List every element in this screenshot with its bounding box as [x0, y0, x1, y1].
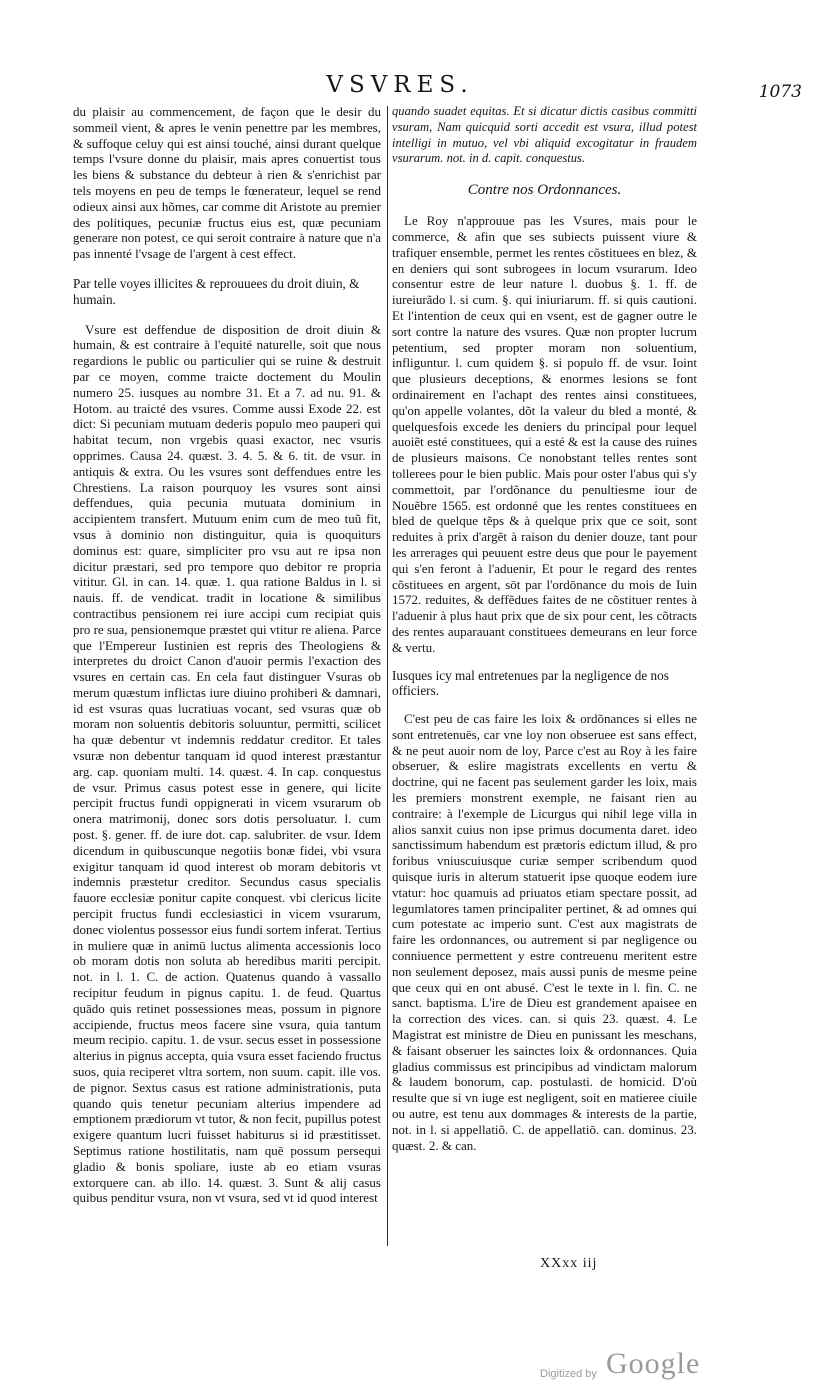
right-section-heading-2: Iusques icy mal entretenues par la negligence de nos officiers.: [392, 667, 669, 699]
right-paragraph-3: C'est peu de cas faire les loix & ordõnances si elles ne sont entretenuës, car vne loy non obseruee est sans effect, & ne peut auoir nom de loy, Parce c'est au Roy à les faire obseruer, & eslire magistrats excellents en vertu & doctrine, qui ne facent pas seulement garder les loix, mais les premiers monstrent exemple, ne faisant rien au contraire: à l'exemple de Licurgus qui nihil lege villa in alios sanxit cuius non ipse primus documenta daret. ideo sanctissimum habendum est prætoris edictum illud, & pro foribus vniuscuiusque curiæ semper scribendum quod quisque iuris in alterum statuerit ipse quoque eodem iure vtatur: hoc quamuis ad priuatos etiam spectare possit, ad legumlatores tamen principaliter pertinet, & ad omnes qui cum potestate ac imperio sunt. C'est aux magistrats de faire les ordonnances, ou autrement si par negligence ou conniuence permettent y estre contreuenu meritent estre non seulement deposez, mais aussi punis de mesme peine que ceux qui en ont abusé. C'est le texte in l. fin. C. ne sanct. baptisma. L'ire de Dieu est grandement apaisee en la correction des vices. can. si quis 23. quæst. 4. Le Magistrat est ministre de Dieu en punissant les meschans, & faisant obseruer les sainctes loix & ordonnances. Quia gladius commissus est principibus ad vindictam malorum & laudem bonorum, cap. postulasti. de homicid. D'où resulte que si vn iuge est negligent, soit en matieree ciuile ou autre, est tenu aux dommages & interests de la partie, not. in l. si appellatiõ. C. de appellatiō. can. dominus. 23. quæst. 2. & can.: [392, 711, 697, 1153]
right-column: [392, 104, 697, 1153]
left-paragraph-1: du plaisir au commencement, de façon que le desir du sommeil vient, & apres le venin penettre par les membres, & suffoque celuy qui est ainsi touché, ainsi durant quelque temps l'vsure donne du plaisir, mais apres conuertist tous les biens & substance du debteur à rien & s'enrichist par tels moyens en peu de temps le fœnerateur, lequel se rend odieux ainsi aux hõmes, car comme dit Aristote au premier des politiques, pecuniæ fructus eius est, quæ pecuniam generare non potest, ce qui seroit contraire à nature que n'a pas innenté l'vsage de l'argent à cest effect.: [73, 104, 381, 262]
running-header-title: VSVRES.: [326, 72, 474, 98]
left-column: [73, 104, 381, 1206]
column-divider: [387, 106, 388, 1246]
right-section-heading-1: Contre nos Ordonnances.: [467, 182, 622, 199]
digitized-watermark: [540, 1346, 780, 1386]
right-paragraph-1: quando suadet equitas. Et si dicatur dictis casibus committi vsuram, Nam quicquid sorti accedit est vsura, illud potest intelligi in mutuo, vel vbi aliquid excogitatur in fraudem vsurarum. not. in d. capit. conquestus.: [392, 104, 697, 166]
left-section-heading: Par telle voyes illicites & reprouuees du droit diuin, & humain.: [73, 275, 360, 307]
watermark-prefix: Digitized by: [540, 1368, 597, 1380]
right-paragraph-2: Le Roy n'approuue pas les Vsures, mais pour le commerce, & afin que ses subiects puissent viure & trafiquer ensemble, permet les rentes cõstituees en blez, & en deniers qui sont subrogees in locum vsurarum. Ideo consentur estre de leur nature l. duobus §. 1. ff. de iureiurãdo l. si cum. §. qui iniuriarum. ff. si quis cautioni. Et l'intention de ceux qui en vsent, est de gagner outre le sort contre la nature des vsures. Quæ non propter lucrum petentium, sed propter moram non soluentium, infliguntur. l. cum quidem §. si populo ff. de vsur. Ioint que plusieurs deceptions, & enormes lesions se font ordinairement en l'achapt des rentes ainsi constituees, qu'on appelle volantes, dõt la valeur du bled a monté, & quelquesfois excede les deniers du principal pour lequel auoiẽt esté constituees, qui a esté & est la cause des ruines de plusieurs maisons. Ce nonobstant telles rentes sont tollerees pour le bien public. Mais pour oster l'abus qui s'y commettoit, par l'ordõnance du penultiesme iour de Nouẽbre 1565. est ordonné que les rentes constituees en bled de quelque tẽps & à quelque prix que ce soit, sont reduites à prix d'argẽt à raison du denier douze, tant pour les arrerages qui peuuent estre deus que pour le payement qui s'en feront à l'aduenir, Et pour le regard des rentes cõstituees en argent, sōt par l'ordōnance du mois de Iuin 1572. reduites, & deffẽdues faites de ne cõstituer rentes à l'aduenir à plus haut prix que de six pour cent, les cõtracts des rentes auparauant constituees demeurans en leur force & vertu.: [392, 213, 697, 655]
left-paragraph-2: Vsure est deffendue de disposition de droit diuin & humain, & est contraire à l'equité naturelle, soit que nous regardions le public ou particulier qui se ruine & destruit par ce moyen, comme traicte doctement du Moulin numero 25. iusques au nombre 31. Et a 7. ad nu. 91. & Hotom. au traicté des vsures. Comme aussi Exode 22. est dict: Si pecuniam mutuam dederis populo meo pauperi qui habitat tecum, non vrgebis quasi exactor, nec vsuris opprimes. Causa 24. quæst. 3. 4. 5. & 6. tit. de vsur. in antiquis & extra. Ou les vsures sont deffendues entre les Chrestiens. La raison pourquoy les vsures sont ainsi deffendues, quia pecunia mutuata dominium in accipientem transfert. Mutuum enim cum de meo tuũ fit, vsus à dominio non distinguitur, quia is quoquiturs dominus est: quare, simpliciter pro vsu aut re ipsa non dicitur præstari, sed pro tempore quo debitor re propria vititur. Gl. in can. 14. quæ. 1. qua ratione Baldus in l. si nauis. ff. de vendicat. tradit in locatione & similibus contractibus pensionem rei iure accipi cum recipiat quis pro re sua, pensionemque præstet qui vtitur re aliena. Parce que l'Empereur Iustinien est repris des Theologiens & interpretes du droict Canon d'auoir permis l'exaction des vsures en certain cas. En cela faut distinguer Vsuras ob merum quæstum inflictas iure diuino prohiberi & damnari, id est vsuras quas lucratiuas vocant, sed vsuras quæ ob moram non soluentis debitoris soluuntur, permitti, scilicet ha quæ debentur vt indemnis reddatur creditor. Et tales vsuræ non debentur tanquam id quod interest præstantur arg. cap. quoniam multi. 14. quæst. 4. In cap. conquestus de vsur. Primus casus potest esse in genere, qui licite percipit fructus fundi oppignerati in vicem vsurarum ob onera matrimonij, donec sors dotis persoluatur. l. cum post. §. gener. ff. de iure dot. cap. salubriter. de vsur. Idem dicendum in quibuscunque negotiis bonæ fidei, vbi vsura exigitur tanquam id quod interest ob moram debitoris vt indemnis præstetur creditor. Secundus casus specialis fauore ecclesiæ ponitur capite conquest. vbi clericus licite percipit fructus fundi ecclesiastici in vicem vsurarum, donec violentus possessor eius fundi sortem inferat. Tertius in muliere quæ in animū luctus alimenta accessionis loco ob moram dotis non soluta ab heredibus mariti percipit. not. in l. 1. C. de action. Quatenus quando à vassallo recipitur feudum in pignus capitu. 1. de feud. Quartus quādo quis retinet possessiones meas, possum in pignore accipiende, fructus meos facere sine vsura, quia tantum meum recipio. capitu. 1. de vsur. secus esset in possessione alterius in pignus accepta, quia vsura esset faciendo fructus suos, quia reciperet vltra sortem, non suum. capit. ille vos. de pignor. Sextus casus est ratione administrationis, puta quando quis tenetur pecuniam alterius impendere ad emptionem prædiorum vt tutor, & non fecit, pupillus potest exigere quantum lucri fuisset habiturus si id præstitisset. Septimus ratione hostilitatis, nam quē possum persequi gladio & bonis spoliare, iuste ab eo etiam vsuras extorquere can. ab illo. 14. quæst. 3. Sunt & alij casus quibus penditur vsura, non vt vsura, sed vt id quod interest: [73, 321, 381, 1206]
page-number: 1073: [758, 82, 802, 102]
watermark-brand: Google: [606, 1347, 701, 1380]
signature-mark: XXxx iij: [540, 1256, 598, 1271]
